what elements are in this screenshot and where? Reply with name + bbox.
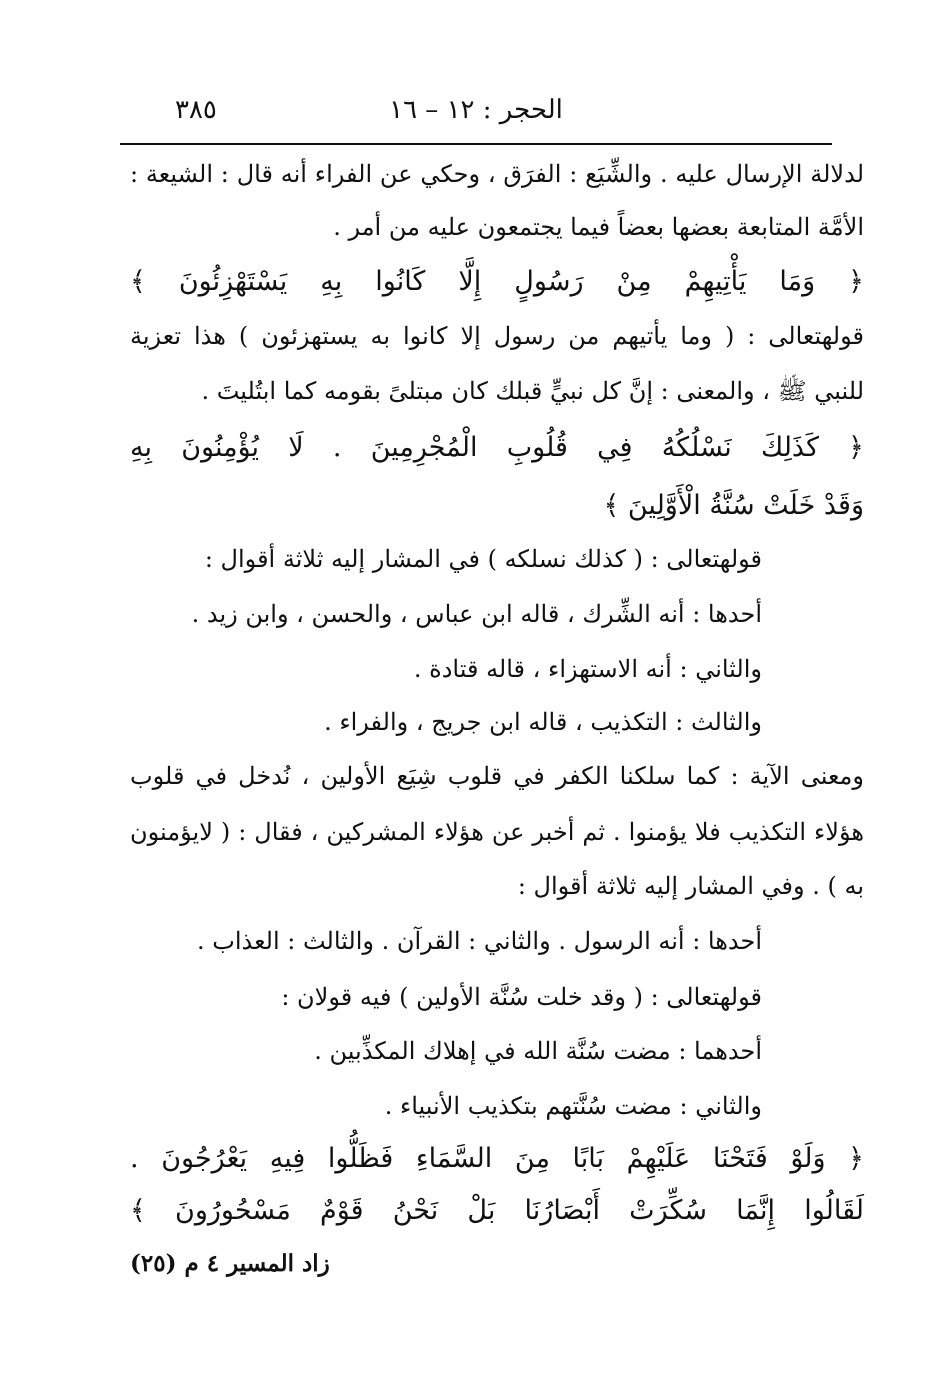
header-rule: [120, 143, 832, 145]
text-line: هؤلاء التكذيب فلا يؤمنوا . ثم أخبر عن هؤلاء المشركين ، فقال : ( لايؤمنون: [130, 818, 864, 846]
text-line: قولهتعالى : ( وقد خلت سُنَّة الأولين ) فيه قولان :: [281, 983, 762, 1011]
text-line: والثالث : التكذيب ، قاله ابن جريج ، والفراء .: [324, 708, 762, 736]
text-line: للنبي ﷺ ، والمعنى : إنَّ كل نبيٍّ قبلك كان مبتلىً بقومه كما ابتُليتَ .: [201, 377, 864, 405]
text-line: ومعنى الآية : كما سلكنا الكفر في قلوب شِيَع الأولين ، نُدخل في قلوب: [130, 762, 864, 790]
text-line: لدلالة الإرسال عليه . والشِّيَع : الفرَق ، وحكي عن الفراء أنه قال : الشيعة :: [130, 160, 864, 188]
chapter-heading: الحجر : ١٢ – ١٦: [389, 95, 563, 125]
running-header: [120, 95, 832, 135]
text-line: قولهتعالى : ( وما يأتيهم من رسول إلا كانوا به يستهزئون ) هذا تعزية: [130, 322, 864, 350]
verse-line: ﴿ وَمَا يَأْتِيهِمْ مِنْ رَسُولٍ إِلَّا كَانُوا بِهِ يَسْتَهْزِئُونَ ﴾: [130, 266, 864, 297]
verse-line: ﴿ وَلَوْ فَتَحْنَا عَلَيْهِمْ بَابًا مِنَ السَّمَاءِ فَظَلُّوا فِيهِ يَعْرُجُونَ .: [130, 1143, 864, 1174]
text-line: والثاني : أنه الاستهزاء ، قاله قتادة .: [413, 655, 762, 683]
verse-line: ﴿ كَذَلِكَ نَسْلُكُهُ فِي قُلُوبِ الْمُجْرِمِينَ . لَا يُؤْمِنُونَ بِهِ: [130, 432, 864, 463]
text-line: والثاني : مضت سُنَّتهم بتكذيب الأنبياء .: [384, 1092, 762, 1120]
text-line: أحدها : أنه الرسول . والثاني : القرآن . والثالث : العذاب .: [196, 927, 762, 955]
text-line: أحدها : أنه الشِّرك ، قاله ابن عباس ، والحسن ، وابن زيد .: [191, 600, 762, 628]
verse-line: وَقَدْ خَلَتْ سُنَّةُ الْأَوَّلِينَ ﴾: [603, 490, 864, 521]
text-line: أحدهما : مضت سُنَّة الله في إهلاك المكذِّبين .: [314, 1037, 762, 1065]
signature-mark: زاد المسير ٤ م (٢٥): [130, 1250, 330, 1277]
verse-line: لَقَالُوا إِنَّمَا سُكِّرَتْ أَبْصَارُنَا بَلْ نَحْنُ قَوْمٌ مَسْحُورُونَ ﴾: [130, 1195, 864, 1226]
text-line: الأمَّة المتابعة بعضها بعضاً فيما يجتمعون عليه من أمر .: [333, 213, 864, 241]
page-number: ٣٨٥: [175, 95, 217, 125]
text-line: قولهتعالى : ( كذلك نسلكه ) في المشار إليه ثلاثة أقوال :: [204, 545, 762, 573]
text-line: به ) . وفي المشار إليه ثلاثة أقوال :: [517, 872, 864, 900]
